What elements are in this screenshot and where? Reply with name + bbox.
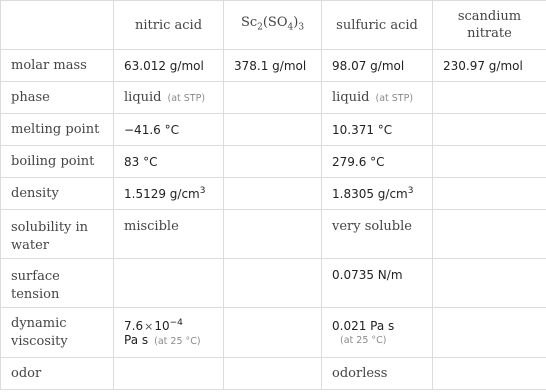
table-row-solubility [1,210,546,259]
cell-molar-mass-sulfuric-acid: 98.07 g/mol [322,50,433,82]
col-header-scandium-nitrate: scandium nitrate [433,1,546,50]
table-row-melting-point [1,114,546,146]
cell-surface-tension-nitric-acid [114,259,224,308]
table-row-molar-mass [1,50,546,82]
row-label-dynamic-viscosity: dynamic viscosity [1,308,114,358]
cell-phase-sulfuric-acid: liquid (at STP) [322,82,433,114]
cell-dynamic-viscosity-nitric-acid: $7.6\times 10^{-4}$ Pa s (at 25 °C) [114,308,224,358]
table-row-dynamic-viscosity [1,308,546,358]
cell-melting-point-sulfuric-acid: 10.371 °C [322,114,433,146]
cell-density-scandium-nitrate [433,178,546,210]
row-label-density: density [1,178,114,210]
cell-solubility-nitric-acid: miscible [114,210,224,259]
corner-cell [1,1,114,50]
table-row-odor [1,358,546,390]
cell-density-sulfuric-acid: 1.8305 $g/cm^3$ [322,178,433,210]
cell-phase-scandium-nitrate [433,82,546,114]
col-header-nitric-acid: nitric acid [114,1,224,50]
cell-dynamic-viscosity-scandium-sulfate [224,308,322,358]
cell-phase-nitric-acid: liquid (at STP) [114,82,224,114]
note-temperature: (at 25 °C) [154,336,201,347]
col-header-sulfuric-acid: sulfuric acid [322,1,433,50]
cell-boiling-point-scandium-nitrate [433,146,546,178]
cell-boiling-point-sulfuric-acid: 279.6 °C [322,146,433,178]
cell-molar-mass-scandium-sulfate: 378.1 g/mol [224,50,322,82]
row-label-melting-point: melting point [1,114,114,146]
cell-density-nitric-acid: 1.5129 $g/cm^3$ [114,178,224,210]
cell-dynamic-viscosity-sulfuric-acid: 0.021 Pa s (at 25 °C) [322,308,433,358]
cell-surface-tension-sulfuric-acid: 0.0735 N/m [322,259,433,308]
row-label-phase: phase [1,82,114,114]
cell-molar-mass-nitric-acid: 63.012 g/mol [114,50,224,82]
cell-melting-point-nitric-acid: −41.6 °C [114,114,224,146]
cell-boiling-point-nitric-acid: 83 °C [114,146,224,178]
table-row-phase [1,82,546,114]
row-label-odor: odor [1,358,114,390]
cell-solubility-sulfuric-acid: very soluble [322,210,433,259]
cell-surface-tension-scandium-nitrate [433,259,546,308]
table-row-surface-tension [1,259,546,308]
cell-solubility-scandium-sulfate [224,210,322,259]
col-header-scandium-sulfate: $Sc_2(SO_4)_3$ [224,1,322,50]
note-temperature: (at 25 °C) [340,335,387,346]
row-label-solubility: solubility in water [1,210,114,259]
row-label-molar-mass: molar mass [1,50,114,82]
cell-molar-mass-scandium-nitrate: 230.97 g/mol [433,50,546,82]
table-row-boiling-point [1,146,546,178]
cell-odor-scandium-nitrate [433,358,546,390]
header-row [1,1,546,50]
table-row-density [1,178,546,210]
cell-odor-sulfuric-acid: odorless [322,358,433,390]
cell-boiling-point-scandium-sulfate [224,146,322,178]
cell-dynamic-viscosity-scandium-nitrate [433,308,546,358]
cell-odor-scandium-sulfate [224,358,322,390]
note-stp: (at STP) [167,93,206,104]
cell-surface-tension-scandium-sulfate [224,259,322,308]
cell-solubility-scandium-nitrate [433,210,546,259]
cell-phase-scandium-sulfate [224,82,322,114]
cell-melting-point-scandium-nitrate [433,114,546,146]
row-label-surface-tension: surface tension [1,259,114,308]
note-stp: (at STP) [375,93,414,104]
cell-density-scandium-sulfate [224,178,322,210]
cell-melting-point-scandium-sulfate [224,114,322,146]
cell-odor-nitric-acid [114,358,224,390]
row-label-boiling-point: boiling point [1,146,114,178]
